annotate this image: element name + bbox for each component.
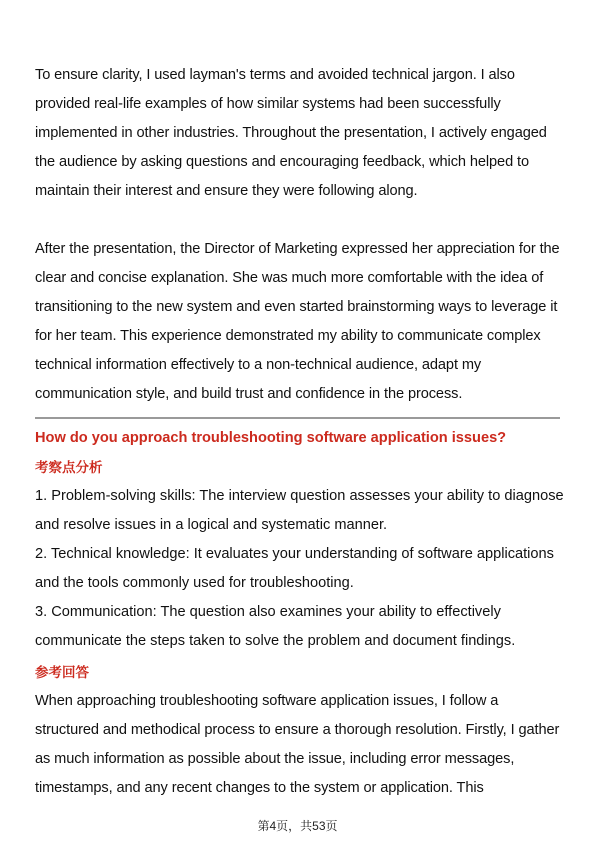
analysis-item: 2. Technical knowledge: It evaluates your understanding of software applications and the tools commonly used for troubleshooting. bbox=[35, 546, 554, 591]
question-heading: How do you approach troubleshooting software application issues? bbox=[35, 430, 507, 446]
question-section bbox=[35, 424, 565, 803]
answer-paragraph: When approaching troubleshooting software application issues, I follow a structured and methodical process to ensure a thorough resolution. Firstly, I gather as much information as possible about the issue, including error messages, timestamps, and any recent changes to the system or application. This bbox=[35, 693, 560, 796]
page-footer: 第4页，共53页 bbox=[257, 819, 338, 833]
section-divider bbox=[35, 417, 560, 419]
analysis-item: 3. Communication: The question also examines your ability to effectively communicate the steps taken to solve the problem and document findings. bbox=[35, 604, 516, 649]
analysis-item: 1. Problem-solving skills: The interview question assesses your ability to diagnose and resolve issues in a logical and systematic manner. bbox=[35, 488, 564, 533]
top-text-block bbox=[35, 61, 565, 409]
paragraph-spacer bbox=[35, 206, 565, 235]
paragraph-after-presentation: After the presentation, the Director of Marketing expressed her appreciation for the clear and concise explanation. She was much more comfortable with the idea of transitioning to the new system and even started brainstorming ways to leverage it for her team. This experience demonstrated my ability to communicate complex technical information effectively to a non-technical audience, adapt my communication style, and build trust and confidence in the process. bbox=[35, 241, 560, 402]
analysis-heading: 考察点分析 bbox=[35, 460, 103, 475]
paragraph-clarity: To ensure clarity, I used layman's terms and avoided technical jargon. I also provided real-life examples of how similar systems had been successfully implemented in other industries. Throughout the presentation, I actively engaged the audience by asking questions and encouraging feedback, which helped to maintain their interest and ensure they were following along. bbox=[35, 67, 547, 199]
answer-heading: 参考回答 bbox=[35, 665, 89, 680]
